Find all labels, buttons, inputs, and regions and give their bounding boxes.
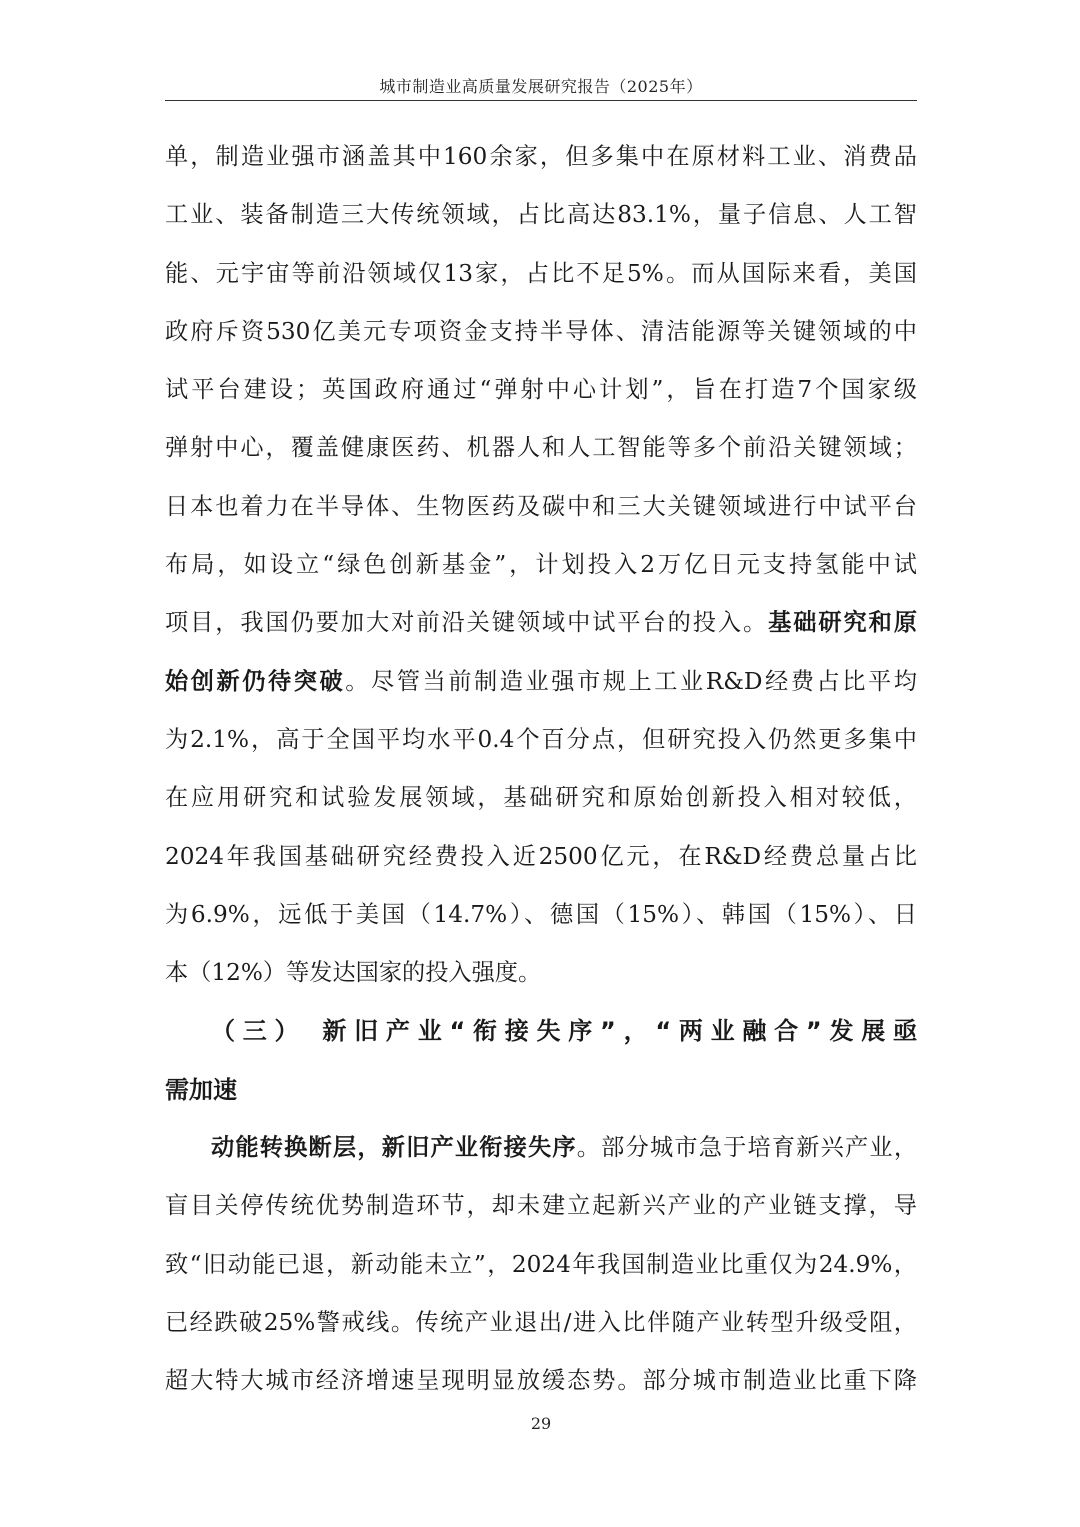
section-heading-line [165, 1061, 917, 1119]
running-header: 城市制造业高质量发展研究报告（2025年） [379, 77, 703, 96]
line-text: 。部分城市急于培育新兴产业， [576, 1134, 917, 1162]
line-text: 日本也着力在半导体、生物医药及碳中和三大关键领域进行中试平台 [165, 492, 917, 520]
bold-lead-text: 动能转换断层，新旧产业衔接失序 [211, 1134, 577, 1162]
line-text: 布局，如设立“绿色创新基金”，计划投入2万亿日元支持氢能中试 [165, 551, 917, 579]
text-line [165, 245, 917, 303]
text-line [165, 478, 917, 536]
line-text: 本（12%）等发达国家的投入强度。 [165, 959, 542, 987]
text-line [165, 128, 917, 186]
line-text: 盲目关停传统优势制造环节，却未建立起新兴产业的产业链支撑，导 [165, 1192, 917, 1220]
text-line [165, 653, 917, 711]
bold-lead-text: 基础研究和原 [768, 609, 917, 637]
line-text: 超大特大城市经济增速呈现明显放缓态势。部分城市制造业比重下降 [165, 1367, 917, 1395]
text-line [165, 594, 917, 652]
text-line [165, 303, 917, 361]
line-text: 试平台建设；英国政府通过“弹射中心计划”，旨在打造7个国家级 [165, 376, 917, 404]
text-line [165, 1294, 917, 1352]
text-line [165, 419, 917, 477]
line-text: 政府斥资530亿美元专项资金支持半导体、清洁能源等关键领域的中 [165, 317, 917, 345]
text-line [165, 186, 917, 244]
text-line [165, 769, 917, 827]
text-line [165, 886, 917, 944]
text-line [165, 536, 917, 594]
page-number: 29 [530, 1414, 552, 1433]
line-text: 能、元宇宙等前沿领域仅13家，占比不足5%。而从国际来看，美国 [165, 259, 917, 287]
body-text [165, 128, 917, 1411]
text-line [165, 944, 917, 1002]
line-text: 弹射中心，覆盖健康医药、机器人和人工智能等多个前沿关键领域； [165, 434, 917, 462]
line-text: 项目，我国仍要加大对前沿关键领域中试平台的投入。 [165, 609, 769, 637]
text-line [165, 1236, 917, 1294]
text-line [165, 1352, 917, 1410]
text-line [165, 1119, 917, 1177]
line-text: 为2.1%，高于全国平均水平0.4个百分点，但研究投入仍然更多集中 [165, 725, 917, 753]
line-text: 。尽管当前制造业强市规上工业R&D经费占比平均 [345, 667, 917, 695]
header-divider [165, 100, 917, 101]
text-line [165, 828, 917, 886]
line-text: 致“旧动能已退，新动能未立”，2024年我国制造业比重仅为24.9%， [165, 1250, 917, 1278]
section-heading-text: 需加速 [165, 1075, 237, 1104]
line-text: 2024年我国基础研究经费投入近2500亿元，在R&D经费总量占比 [165, 842, 917, 870]
line-text: 在应用研究和试验发展领域，基础研究和原始创新投入相对较低， [165, 784, 917, 812]
text-line [165, 1177, 917, 1235]
line-text: 单，制造业强市涵盖其中160余家，但多集中在原材料工业、消费品 [165, 143, 917, 170]
text-line [165, 711, 917, 769]
line-text: 为6.9%，远低于美国（14.7%）、德国（15%）、韩国（15%）、日 [165, 900, 917, 928]
line-text: 工业、装备制造三大传统领域，占比高达83.1%，量子信息、人工智 [165, 201, 917, 229]
section-heading-text: （三） 新旧产业“衔接失序”，“两业融合”发展亟 [211, 1017, 917, 1046]
line-text: 已经跌破25%警戒线。传统产业退出/进入比伴随产业转型升级受阻， [165, 1308, 917, 1336]
section-heading-line [165, 1002, 917, 1060]
bold-lead-text: 始创新仍待突破 [165, 667, 346, 695]
text-line [165, 361, 917, 419]
